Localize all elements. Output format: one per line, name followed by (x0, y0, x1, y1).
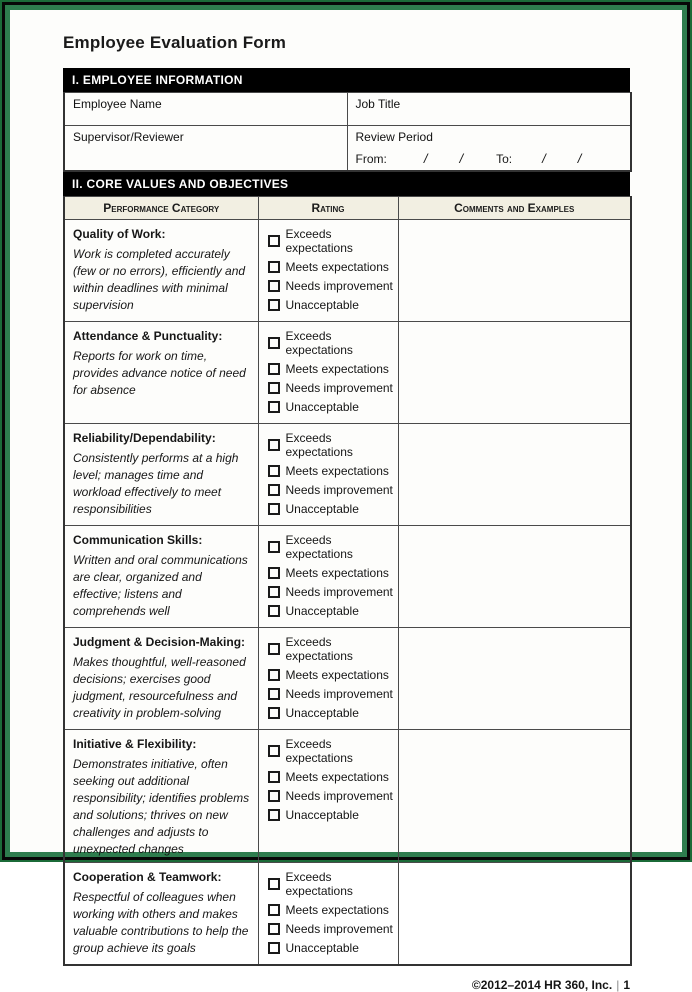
rating-option[interactable] (268, 464, 394, 478)
table-header-row (64, 197, 631, 220)
performance-category-cell (64, 322, 258, 424)
core-values-table (63, 196, 632, 966)
checkbox-icon[interactable] (268, 942, 280, 954)
rating-option-label: Meets expectations (285, 260, 389, 274)
category-description: Consistently performs at a high level; manages time and workload effectively to meet responsibilities (73, 451, 239, 517)
table-row (64, 526, 631, 628)
rating-option[interactable] (268, 362, 394, 376)
date-slash: / (542, 151, 546, 166)
column-header-rating: Rating (258, 197, 398, 220)
category-title: Initiative & Flexibility: (73, 737, 197, 751)
evaluation-form (63, 68, 630, 992)
category-title: Reliability/Dependability: (73, 431, 216, 445)
checkbox-icon[interactable] (268, 337, 280, 349)
category-description: Work is completed accurately (few or no errors), efficiently and within deadlines with minimal supervision (73, 247, 246, 313)
checkbox-icon[interactable] (268, 401, 280, 413)
rating-option[interactable] (268, 941, 394, 955)
rating-option[interactable] (268, 808, 394, 822)
page-frame-inner (5, 5, 687, 992)
checkbox-icon[interactable] (268, 707, 280, 719)
comments-cell[interactable] (398, 863, 631, 966)
comments-cell[interactable] (398, 424, 631, 526)
checkbox-icon[interactable] (268, 261, 280, 273)
table-row (64, 863, 631, 966)
rating-option[interactable] (268, 870, 394, 898)
checkbox-icon[interactable] (268, 771, 280, 783)
employee-name-field[interactable] (64, 93, 347, 126)
rating-option[interactable] (268, 635, 394, 663)
rating-option[interactable] (268, 483, 394, 497)
rating-option[interactable] (268, 260, 394, 274)
checkbox-icon[interactable] (268, 923, 280, 935)
category-description: Demonstrates initiative, often seeking out additional responsibility; identifies problems and solutions; thrives on new challenges and adjusts to unexpected changes (73, 757, 250, 857)
rating-cell (258, 863, 398, 966)
rating-option[interactable] (268, 381, 394, 395)
column-header-performance-category: Performance Category (64, 197, 258, 220)
rating-option-label: Unacceptable (285, 808, 359, 822)
page-title: Employee Evaluation Form (63, 33, 287, 52)
review-period-label: Review Period (355, 130, 433, 144)
from-label: From: (355, 151, 387, 166)
footer-separator: | (616, 978, 620, 992)
supervisor-reviewer-field[interactable] (64, 126, 347, 172)
rating-cell (258, 424, 398, 526)
performance-category-cell (64, 424, 258, 526)
rating-cell (258, 628, 398, 730)
checkbox-icon[interactable] (268, 382, 280, 394)
job-title-label: Job Title (355, 97, 401, 111)
rating-option-label: Unacceptable (285, 400, 359, 414)
rating-option-label: Exceeds expectations (285, 870, 353, 899)
rating-option[interactable] (268, 566, 394, 580)
checkbox-icon[interactable] (268, 878, 280, 890)
rating-option[interactable] (268, 585, 394, 599)
category-title: Attendance & Punctuality: (73, 329, 223, 343)
checkbox-icon[interactable] (268, 809, 280, 821)
column-header-comments: Comments and Examples (398, 197, 631, 220)
table-row (64, 628, 631, 730)
checkbox-icon[interactable] (268, 567, 280, 579)
rating-option-label: Meets expectations (285, 362, 389, 376)
category-description: Makes thoughtful, well-reasoned decisions; exercises good judgment, resourcefulness and creativity in problem-solving (73, 655, 246, 721)
checkbox-icon[interactable] (268, 280, 280, 292)
page-footer (63, 978, 630, 992)
rating-option-label: Meets expectations (285, 668, 389, 682)
rating-option-label: Exceeds expectations (285, 227, 353, 255)
table-row (64, 322, 631, 424)
rating-option[interactable] (268, 789, 394, 803)
date-slash: / (423, 151, 428, 166)
category-title: Quality of Work: (73, 227, 166, 241)
rating-option[interactable] (268, 400, 394, 414)
table-row (64, 730, 631, 863)
rating-option[interactable] (268, 737, 394, 765)
document-page (10, 10, 682, 992)
rating-option-label: Needs improvement (285, 585, 393, 599)
rating-option-label: Unacceptable (285, 941, 359, 956)
rating-option-label: Needs improvement (285, 789, 393, 803)
checkbox-icon[interactable] (268, 439, 280, 451)
checkbox-icon[interactable] (268, 904, 280, 916)
rating-option-label: Meets expectations (285, 770, 389, 784)
comments-cell[interactable] (398, 220, 631, 322)
rating-option-label: Exceeds expectations (285, 635, 353, 663)
rating-option[interactable] (268, 431, 394, 459)
category-title: Judgment & Decision-Making: (73, 635, 246, 649)
job-title-field[interactable] (347, 93, 631, 126)
rating-cell (258, 322, 398, 424)
rating-cell (258, 220, 398, 322)
to-label: To: (496, 151, 513, 166)
page-number: 1 (623, 978, 630, 992)
rating-option[interactable] (268, 279, 394, 293)
rating-option-label: Exceeds expectations (285, 431, 353, 459)
checkbox-icon[interactable] (268, 605, 280, 617)
rating-option-label: Needs improvement (285, 279, 393, 293)
review-period-field[interactable] (347, 126, 631, 172)
checkbox-icon[interactable] (268, 299, 280, 311)
rating-option-label: Meets expectations (285, 903, 389, 918)
rating-option[interactable] (268, 298, 394, 312)
table-row (64, 424, 631, 526)
rating-option[interactable] (268, 502, 394, 516)
date-slash: / (577, 151, 582, 166)
checkbox-icon[interactable] (268, 541, 280, 553)
checkbox-icon[interactable] (268, 669, 280, 681)
rating-option[interactable] (268, 770, 394, 784)
copyright-text: ©2012–2014 HR 360, Inc. (471, 978, 613, 992)
table-row (64, 126, 631, 172)
section-employee-information-header: I. EMPLOYEE INFORMATION (63, 68, 630, 92)
category-title: Communication Skills: (73, 533, 203, 547)
category-description: Reports for work on time, provides advance notice of need for absence (73, 349, 246, 398)
table-row (64, 220, 631, 322)
rating-option-label: Unacceptable (285, 706, 359, 720)
checkbox-icon[interactable] (268, 363, 280, 375)
table-row (64, 93, 631, 126)
rating-option-label: Unacceptable (285, 502, 359, 516)
comments-cell[interactable] (398, 322, 631, 424)
checkbox-icon[interactable] (268, 503, 280, 515)
rating-option[interactable] (268, 687, 394, 701)
category-description: Respectful of colleagues when working with others and makes valuable contributions to help the group achieve its goals (73, 890, 249, 956)
date-slash: / (459, 151, 464, 166)
rating-option[interactable] (268, 706, 394, 720)
comments-cell[interactable] (398, 526, 631, 628)
rating-cell (258, 526, 398, 628)
rating-option[interactable] (268, 668, 394, 682)
rating-option[interactable] (268, 903, 394, 917)
rating-option-label: Needs improvement (285, 483, 393, 497)
rating-option-label: Unacceptable (285, 604, 359, 618)
rating-cell (258, 730, 398, 863)
category-title: Cooperation & Teamwork: (73, 870, 222, 885)
performance-category-cell (64, 863, 258, 966)
page-frame-black (2, 2, 690, 992)
performance-category-cell (64, 220, 258, 322)
checkbox-icon[interactable] (268, 586, 280, 598)
comments-cell[interactable] (398, 628, 631, 730)
performance-category-cell (64, 526, 258, 628)
employee-info-table (63, 92, 632, 172)
rating-option[interactable] (268, 329, 394, 357)
comments-cell[interactable] (398, 730, 631, 863)
checkbox-icon[interactable] (268, 484, 280, 496)
section-core-values-header: II. CORE VALUES AND OBJECTIVES (63, 172, 630, 196)
rating-option-label: Exceeds expectations (285, 329, 353, 357)
rating-option-label: Needs improvement (285, 381, 393, 395)
rating-option-label: Needs improvement (285, 687, 393, 701)
rating-option-label: Exceeds expectations (285, 737, 353, 765)
performance-category-cell (64, 628, 258, 730)
rating-option-label: Needs improvement (285, 922, 393, 937)
review-period-dates (356, 151, 623, 166)
rating-option-label: Unacceptable (285, 298, 359, 312)
rating-option[interactable] (268, 533, 394, 561)
checkbox-icon[interactable] (268, 235, 280, 247)
checkbox-icon[interactable] (268, 790, 280, 802)
supervisor-reviewer-label: Supervisor/Reviewer (73, 130, 184, 144)
category-description: Written and oral communications are clear, organized and effective; listens and comprehends well (73, 553, 248, 619)
rating-option-label: Exceeds expectations (285, 533, 353, 561)
rating-option[interactable] (268, 922, 394, 936)
checkbox-icon[interactable] (268, 688, 280, 700)
rating-option-label: Meets expectations (285, 566, 389, 580)
rating-option[interactable] (268, 604, 394, 618)
checkbox-icon[interactable] (268, 465, 280, 477)
checkbox-icon[interactable] (268, 643, 280, 655)
rating-option-label: Meets expectations (285, 464, 389, 478)
rating-option[interactable] (268, 227, 394, 255)
checkbox-icon[interactable] (268, 745, 280, 757)
performance-category-cell (64, 730, 258, 863)
employee-name-label: Employee Name (73, 97, 162, 111)
